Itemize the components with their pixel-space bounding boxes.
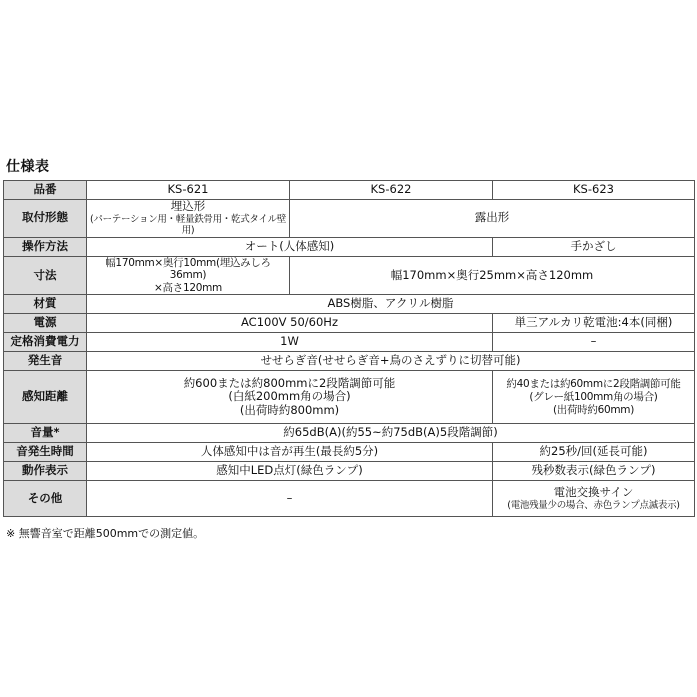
row-label-operation: 操作方法: [4, 237, 87, 256]
row-label-mount: 取付形態: [4, 200, 87, 238]
table-row-power: [4, 314, 695, 333]
mount-type-main: 埋込形: [170, 199, 206, 213]
table-row-material: [4, 295, 695, 314]
volume-value: 約65dB(A)(約55~約75dB(A)5段階調節): [87, 424, 695, 443]
table-row-indicator: [4, 462, 695, 481]
table-row-sound: [4, 352, 695, 371]
table-row-consumption: [4, 333, 695, 352]
row-label-indicator: 動作表示: [4, 462, 87, 481]
table-row-other: [4, 481, 695, 517]
sound-value: せせらぎ音(せせらぎ音+鳥のさえずりに切替可能): [87, 352, 695, 371]
material-value: ABS樹脂、アクリル樹脂: [87, 295, 695, 314]
table-row-model: [4, 181, 695, 200]
row-label-consumption: 定格消費電力: [4, 333, 87, 352]
row-label-size: 寸法: [4, 256, 87, 295]
spec-table: [3, 180, 695, 517]
distance-line-1: 約600または約800mmに2段階調節可能: [183, 375, 396, 390]
power-value-ks623: 単三アルカリ乾電池:4本(同梱): [493, 314, 695, 333]
row-label-duration: 音発生時間: [4, 443, 87, 462]
operation-value-ks623: 手かざし: [493, 237, 695, 256]
battery-sign: 電池交換サイン: [553, 485, 634, 500]
indicator-value-ks621-622: 感知中LED点灯(緑色ランプ): [87, 462, 493, 481]
model-ks-621: KS-621: [87, 181, 290, 200]
duration-value-ks623: 約25秒/回(延長可能): [493, 443, 695, 462]
page-title: 仕様表: [6, 159, 50, 175]
consumption-value-ks623: –: [493, 333, 695, 352]
distance-value-ks621-622: [87, 371, 493, 424]
distance-ks623-line-1: 約40または約60mmに2段階調節可能: [506, 378, 681, 391]
model-ks-622: KS-622: [290, 181, 493, 200]
indicator-value-ks623: 残秒数表示(緑色ランプ): [493, 462, 695, 481]
model-ks-623: KS-623: [493, 181, 695, 200]
table-row-operation: [4, 237, 695, 256]
size-value-ks621: [87, 256, 290, 295]
size-line-2: ×高さ120mm: [154, 281, 222, 294]
distance-ks623-line-3: (出荷時約60mm): [552, 403, 634, 416]
table-row-distance: [4, 371, 695, 424]
table-row-volume: [4, 424, 695, 443]
row-label-model: 品番: [4, 181, 87, 200]
table-row-duration: [4, 443, 695, 462]
power-value-ks621-622: AC100V 50/60Hz: [87, 314, 493, 333]
table-row-size: [4, 256, 695, 295]
table-row-mount: [4, 200, 695, 238]
footnote: ※ 無響音室で距離500mmでの測定値。: [6, 527, 205, 540]
row-label-material: 材質: [4, 295, 87, 314]
distance-ks623-line-2: (グレー紙100mm角の場合): [529, 391, 658, 404]
distance-value-ks623: [493, 371, 695, 424]
size-line-1: 幅170mm×奥行10mm(埋込みしろ36mm): [105, 256, 271, 282]
duration-value-ks621-622: 人体感知中は音が再生(最長約5分): [87, 443, 493, 462]
other-value-ks623: [493, 481, 695, 517]
mount-type-sub: (パーテーション用・軽量鉄骨用・乾式タイル壁用): [89, 213, 287, 237]
row-label-other: その他: [4, 481, 87, 517]
size-value-ks622-623: 幅170mm×奥行25mm×高さ120mm: [290, 256, 695, 295]
row-label-volume: 音量*: [4, 424, 87, 443]
battery-sign-note: (電池残量少の場合、赤色ランプ点滅表示): [507, 500, 680, 512]
row-label-distance: 感知距離: [4, 371, 87, 424]
other-value-ks621-622: –: [87, 481, 493, 517]
mount-value-ks622-623: 露出形: [290, 200, 695, 238]
mount-value-ks621: [87, 200, 290, 238]
row-label-power: 電源: [4, 314, 87, 333]
distance-line-2: (白紙200mm角の場合): [228, 389, 351, 404]
distance-line-3: (出荷時約800mm): [239, 403, 340, 418]
row-label-sound: 発生音: [4, 352, 87, 371]
operation-value-ks621-622: オート(人体感知): [87, 237, 493, 256]
consumption-value-ks621-622: 1W: [87, 333, 493, 352]
